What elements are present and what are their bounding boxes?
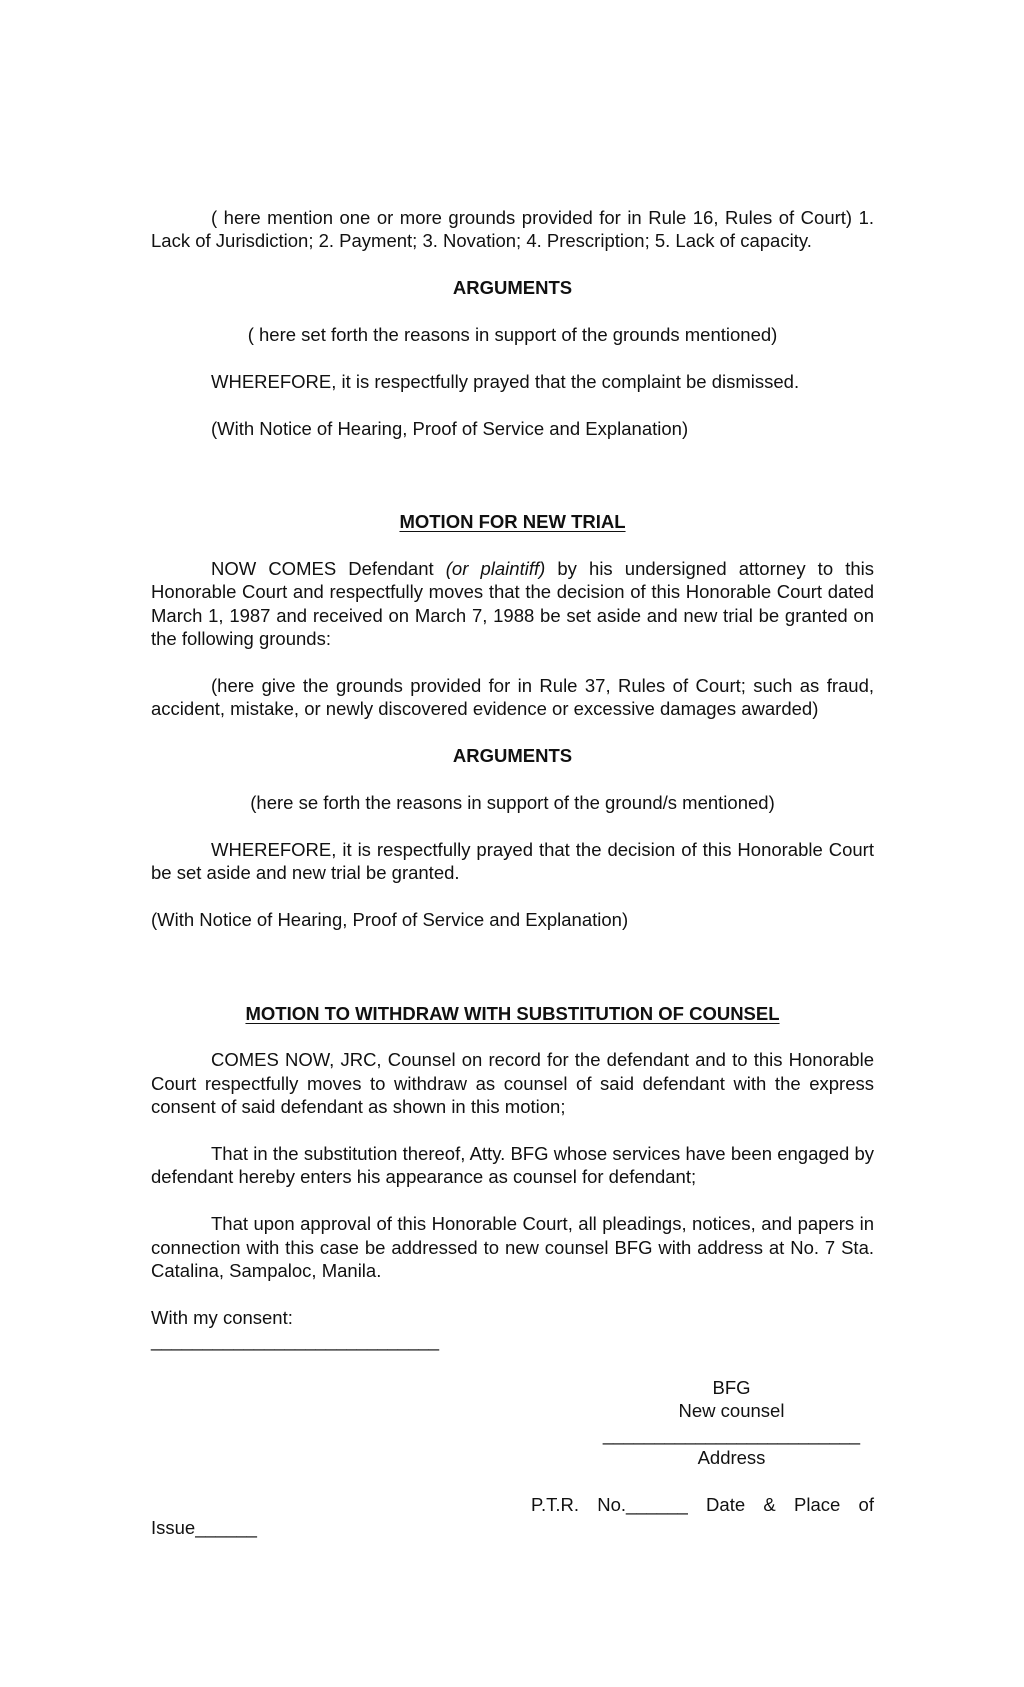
signatory-name: BFG [712, 1377, 751, 1399]
signatory-title: New counsel [678, 1400, 785, 1422]
grounds-paragraph: ( here mention one or more grounds provided for in Rule 16, Rules of Court) 1. Lack of Jurisdiction; 2. Payment; 3. Novation; 4. Prescription; 5. Lack of capacity. [151, 207, 874, 252]
withdraw-paragraph-2: That in the substitution thereof, Atty. BFG whose services have been engaged by defendant hereby enters his appearance as counsel for defendant; [151, 1143, 874, 1188]
address-label: Address [697, 1447, 766, 1469]
ptr-line: P.T.R. No.______ Date & Place of [531, 1494, 874, 1516]
section-spacer [151, 463, 874, 510]
intro-paragraph [151, 557, 874, 651]
section-heading: MOTION TO WITHDRAW WITH SUBSTITUTION OF COUNSEL [245, 1002, 780, 1024]
arguments-text: (here se forth the reasons in support of the ground/s mentioned) [250, 792, 775, 813]
intro-italic-text: (or plaintiff) [445, 557, 546, 579]
arguments-heading: ARGUMENTS [452, 745, 573, 767]
notice-paragraph: (With Notice of Hearing, Proof of Service and Explanation) [151, 909, 629, 930]
grounds-paragraph: (here give the grounds provided for in Rule 37, Rules of Court; such as fraud, accident, mistake, or newly discovered evidence or excessive damages awarded) [151, 675, 874, 720]
withdraw-paragraph-1: COMES NOW, JRC, Counsel on record for the defendant and to this Honorable Court respectfully moves to withdraw as counsel of said defendant with the express consent of said defendant as shown in this motion; [151, 1049, 874, 1118]
prayer-paragraph: WHEREFORE, it is respectfully prayed that the decision of this Honorable Court be set aside and new trial be granted. [151, 838, 874, 884]
document-page [151, 206, 874, 1540]
spacer [151, 1470, 874, 1493]
arguments-text: ( here set forth the reasons in support of the grounds mentioned) [247, 324, 778, 345]
signature-block [589, 1376, 874, 1470]
intro-text-start: NOW COMES Defendant [211, 557, 446, 579]
notice-paragraph: (With Notice of Hearing, Proof of Service and Explanation) [211, 417, 689, 439]
spacer [151, 1353, 874, 1376]
arguments-heading: ARGUMENTS [452, 277, 573, 299]
address-line: _________________________ [602, 1423, 861, 1445]
issue-line: Issue______ [151, 1517, 257, 1539]
prayer-paragraph: WHEREFORE, it is respectfully prayed that the complaint be dismissed. [211, 370, 800, 392]
new-counsel-signature [151, 1376, 874, 1470]
intro-text-end: by his undersigned attorney to this Honorable Court and respectfully moves that the decision of this Honorable Court dated March 1, 1987 and received on March 7, 1988 be set aside and new trial be granted on the following grounds: [151, 557, 875, 650]
consent-signature-line: ____________________________ [151, 1330, 440, 1352]
section-heading: MOTION FOR NEW TRIAL [399, 511, 626, 533]
consent-label: With my consent: [151, 1306, 293, 1328]
section-spacer [151, 955, 874, 1002]
consent-block [151, 1306, 874, 1353]
withdraw-paragraph-3: That upon approval of this Honorable Court, all pleadings, notices, and papers in connection with this case be addressed to new counsel BFG with address at No. 7 Sta. Catalina, Sampaloc, Manila. [151, 1213, 874, 1282]
